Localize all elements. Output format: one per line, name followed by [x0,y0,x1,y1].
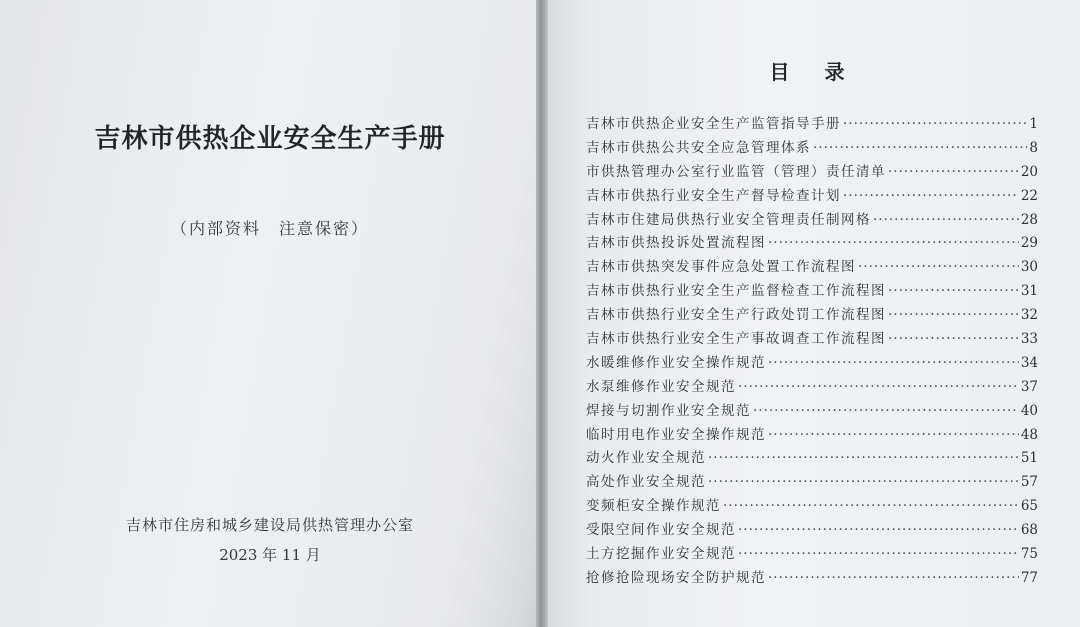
toc-entry-label: 动火作业安全规范 [586,450,706,467]
toc-leader-dots [888,307,1019,323]
toc-entry [586,231,1038,255]
toc-entry-label: 抢修抢险现场安全防护规范 [586,569,766,586]
toc-leader-dots [768,570,1019,586]
toc-leader-dots [768,427,1019,443]
toc-entry [586,112,1038,136]
toc-entry [586,446,1038,470]
toc-leader-dots [768,235,1019,251]
toc-entry-label: 吉林市供热行业安全生产监督检查工作流程图 [586,283,886,300]
book-title: 吉林市供热企业安全生产手册 [94,124,446,154]
toc-entry [586,542,1038,566]
toc-entry-page-number: 75 [1020,546,1038,563]
toc-entry [586,184,1038,208]
toc-entry [586,160,1038,184]
table-of-contents-page [548,0,1080,627]
confidentiality-note: （内部资料 注意保密） [170,219,369,238]
toc-entry-page-number: 57 [1020,474,1038,491]
toc-entry-page-number: 8 [1029,139,1038,156]
toc-entry [586,351,1038,375]
toc-entry-page-number: 22 [1020,187,1038,204]
toc-entry-page-number: 68 [1020,522,1038,539]
toc-entry-label: 土方挖掘作业安全规范 [586,546,736,563]
toc-entry [586,375,1038,399]
toc-title: 目 录 [769,60,859,84]
toc-entry-page-number: 77 [1020,569,1038,586]
toc-entry-page-number: 29 [1020,235,1038,252]
toc-entry-label: 临时用电作业安全操作规范 [586,426,766,443]
toc-leader-dots [738,546,1019,562]
toc-entry-label: 水泵维修作业安全规范 [586,378,736,395]
toc-entry [586,136,1038,160]
toc-leader-dots [753,403,1019,419]
book-gutter [536,0,548,627]
toc-leader-dots [768,355,1019,371]
toc-entry [586,255,1038,279]
toc-entry [586,470,1038,494]
toc-leader-dots [888,164,1019,180]
toc-entry-label: 吉林市供热行业安全生产事故调查工作流程图 [586,331,886,348]
toc-entry-page-number: 1 [1029,116,1038,132]
toc-entry-page-number: 32 [1020,307,1038,324]
toc-entry [586,303,1038,327]
toc-entry-label: 市供热管理办公室行业监管（管理）责任清单 [586,163,886,180]
toc-entry-page-number: 40 [1020,402,1038,419]
toc-entry-page-number: 20 [1020,163,1038,180]
toc-entry-label: 水暖维修作业安全操作规范 [586,354,766,371]
toc-leader-dots [888,283,1019,299]
toc-entry-label: 吉林市供热行业安全生产行政处罚工作流程图 [586,307,886,324]
toc-entry-page-number: 33 [1020,331,1038,348]
toc-entry [586,327,1038,351]
toc-entry-label: 吉林市供热公共安全应急管理体系 [586,139,811,156]
toc-entry-label: 吉林市供热突发事件应急处置工作流程图 [586,259,856,276]
toc-leader-dots [738,522,1019,538]
toc-leader-dots [843,188,1019,204]
toc-entry-page-number: 28 [1020,211,1038,228]
toc-entry-label: 吉林市供热企业安全生产监管指导手册 [586,116,841,132]
toc-entry-page-number: 51 [1020,450,1038,467]
toc-leader-dots [708,474,1019,490]
toc-entry-label: 变频柜安全操作规范 [586,498,721,515]
toc-entry-page-number: 34 [1020,354,1038,371]
toc-entry-label: 吉林市供热投诉处置流程图 [586,235,766,252]
toc-leader-dots [813,140,1027,156]
toc-leader-dots [738,379,1019,395]
publication-date: 2023 年 11 月 [219,546,321,564]
toc-entry [586,518,1038,542]
toc-entry-label: 吉林市供热行业安全生产督导检查计划 [586,187,841,204]
toc-entry-label: 吉林市住建局供热行业安全管理责任制网格 [586,211,871,228]
toc-entry-page-number: 30 [1020,259,1038,276]
toc-entry [586,208,1038,232]
toc-entry-page-number: 37 [1020,378,1038,395]
toc-entry-page-number: 31 [1020,283,1038,300]
toc-list [586,112,1038,590]
toc-leader-dots [873,212,1019,228]
toc-entry-label: 焊接与切割作业安全规范 [586,402,751,419]
toc-leader-dots [858,259,1019,275]
toc-entry-page-number: 48 [1020,426,1038,443]
toc-leader-dots [723,498,1019,514]
toc-entry [586,494,1038,518]
toc-leader-dots [888,331,1019,347]
toc-entry [586,566,1038,590]
toc-entry [586,423,1038,447]
toc-leader-dots [708,450,1019,466]
toc-entry [586,399,1038,423]
toc-entry-label: 高处作业安全规范 [586,474,706,491]
toc-entry-page-number: 65 [1020,498,1038,515]
toc-entry-label: 受限空间作业安全规范 [586,522,736,539]
toc-leader-dots [843,116,1027,132]
publisher: 吉林市住房和城乡建设局供热管理办公室 [125,516,414,534]
toc-entry [586,279,1038,303]
